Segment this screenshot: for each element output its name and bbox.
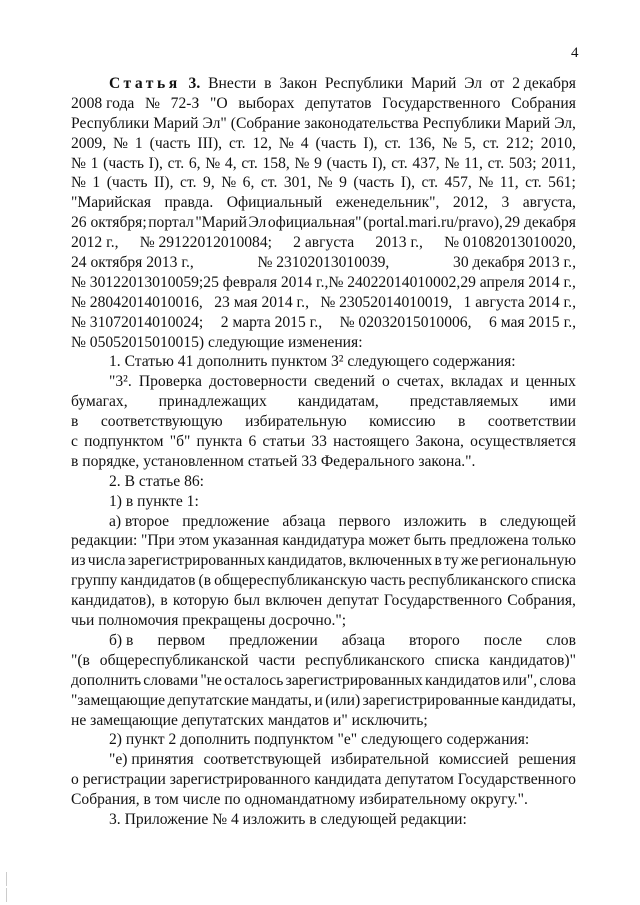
text-word: избирательную bbox=[245, 413, 347, 431]
text-word: (часть bbox=[106, 174, 148, 192]
text-word: "(в bbox=[71, 651, 90, 669]
text-line bbox=[71, 114, 576, 134]
text-line bbox=[71, 472, 576, 492]
text-word: ст. bbox=[421, 174, 438, 192]
document-body bbox=[71, 74, 576, 830]
text-word: статьи bbox=[262, 433, 306, 451]
text-word: в bbox=[264, 75, 272, 92]
text-word: депутатом bbox=[385, 771, 454, 789]
text-word: № bbox=[478, 174, 494, 192]
text-word: второго bbox=[409, 631, 460, 649]
text-word: слова bbox=[539, 671, 576, 689]
text-word: осталось bbox=[224, 671, 284, 689]
text-word: 1 августа 2014 г., bbox=[463, 293, 576, 311]
text-word: Марий bbox=[504, 114, 551, 132]
text-word: осуществляется bbox=[470, 433, 576, 451]
text-word: II), bbox=[154, 174, 174, 192]
text-word: 26 октября; bbox=[71, 214, 147, 232]
text-word: депутатов bbox=[305, 94, 372, 112]
text-word: "О bbox=[210, 94, 228, 112]
text-word: (portal.mari.ru/pravo), bbox=[363, 214, 503, 232]
text-word: 2009, bbox=[71, 134, 107, 152]
text-word: Эл, bbox=[554, 114, 576, 132]
text-word: 503; bbox=[508, 154, 537, 172]
text-word: кандидатов)" bbox=[489, 651, 576, 669]
text-word: слов bbox=[546, 631, 576, 649]
text-line bbox=[71, 591, 576, 611]
text-word: 212; bbox=[506, 134, 534, 152]
text-word: Эл bbox=[248, 214, 267, 232]
text-word: может bbox=[368, 532, 411, 550]
text-word: 136, bbox=[407, 134, 436, 152]
text-word: I), bbox=[148, 154, 163, 172]
text-word: указанная bbox=[212, 532, 279, 550]
text-line bbox=[71, 173, 576, 193]
text-word: кандидатам, bbox=[297, 393, 379, 411]
text-word: (часть bbox=[103, 154, 144, 172]
text-word: ту bbox=[444, 552, 459, 570]
text-word: (часть bbox=[326, 154, 368, 172]
text-line bbox=[71, 432, 576, 452]
text-word: быть bbox=[413, 532, 447, 550]
text-line bbox=[71, 273, 576, 293]
text-word: комиссию bbox=[369, 413, 436, 431]
text-word: вкладах bbox=[450, 373, 504, 391]
text-word: в bbox=[479, 512, 487, 530]
text-word: ст. bbox=[391, 154, 408, 172]
text-word: выборах bbox=[238, 94, 295, 112]
text-word: принадлежащих bbox=[158, 393, 267, 411]
text-line bbox=[71, 611, 576, 631]
text-word: (Собрание bbox=[230, 114, 301, 132]
text-line bbox=[71, 94, 576, 114]
text-line bbox=[71, 631, 576, 651]
text-word: Республики bbox=[422, 114, 501, 132]
text-word: 2008 года bbox=[71, 94, 135, 112]
text-word: региональную bbox=[480, 552, 576, 570]
text-word: № bbox=[444, 154, 460, 172]
text-word: "Марийская bbox=[71, 194, 151, 212]
text-word: Государственного bbox=[383, 592, 503, 610]
text-word: и bbox=[510, 373, 519, 391]
text-word: I), bbox=[363, 134, 378, 152]
text-word: изложить bbox=[403, 512, 467, 530]
text-word: абзаца bbox=[341, 631, 385, 649]
text-word: Закон bbox=[279, 75, 318, 92]
text-word: же bbox=[460, 552, 479, 570]
text-word: предложении bbox=[229, 631, 318, 649]
text-word: августа, bbox=[522, 194, 576, 212]
text-word: № bbox=[113, 134, 128, 152]
text-word: (часть bbox=[315, 134, 357, 152]
text-word: 25 февраля 2014 г., bbox=[203, 273, 329, 291]
text-word: словами bbox=[143, 671, 199, 689]
text-word: списка bbox=[531, 572, 576, 590]
text-word: после bbox=[483, 631, 523, 649]
text-word: Закона, bbox=[415, 433, 464, 451]
text-word: соответствующую bbox=[100, 413, 223, 431]
text-word: Государственного bbox=[382, 94, 501, 112]
text-word: 9 bbox=[339, 174, 347, 192]
text-word: предложена bbox=[449, 532, 529, 550]
text-word: 6 мая 2015 г., bbox=[489, 313, 576, 331]
text-word: не замещающие депутатских мандатов и" исключить; bbox=[71, 711, 428, 729]
text-word: регистрации bbox=[82, 771, 166, 789]
text-word: 1 bbox=[90, 154, 99, 172]
page-number: 4 bbox=[571, 45, 579, 61]
text-word: предложение bbox=[182, 512, 270, 530]
text-word: 9, bbox=[203, 174, 215, 192]
text-word: "Марий bbox=[195, 214, 247, 232]
text-word: соответствующей bbox=[203, 751, 322, 769]
text-word: "не bbox=[200, 671, 222, 689]
text-word: (часть bbox=[149, 134, 191, 152]
article-heading: Статья bbox=[109, 75, 181, 92]
text-word: с bbox=[71, 433, 78, 451]
text-word: в bbox=[71, 413, 79, 431]
text-word: кандидатов), bbox=[71, 592, 156, 610]
text-word: комиссией bbox=[438, 751, 509, 769]
text-word: № 02032015010006, bbox=[339, 313, 472, 331]
text-word: списка bbox=[434, 651, 480, 669]
text-word: Собрания, bbox=[507, 592, 576, 610]
text-line bbox=[71, 691, 576, 711]
text-line bbox=[71, 233, 576, 253]
text-line bbox=[71, 253, 576, 273]
text-line bbox=[71, 193, 576, 213]
text-word: № 24022014010002, bbox=[328, 273, 461, 291]
text-word: достоверности bbox=[208, 373, 308, 391]
text-word: 4, bbox=[224, 154, 237, 172]
text-word: группу bbox=[71, 572, 118, 590]
text-word: в порядке, установленном статьей 33 Федерального закона.". bbox=[71, 452, 476, 470]
text-word: № bbox=[294, 154, 310, 172]
text-word: республиканского bbox=[408, 572, 529, 590]
text-word: № 01082013010020, bbox=[444, 234, 576, 252]
text-line bbox=[71, 651, 576, 671]
text-word: № 05052015010015) следующие изменения: bbox=[71, 333, 363, 351]
text-word: Официальный bbox=[226, 194, 323, 212]
text-word: № 28042014010016, bbox=[71, 293, 203, 311]
text-word: 3. Приложение № 4 изложить в следующей редакции: bbox=[109, 810, 467, 828]
text-word: кандидаты, bbox=[501, 691, 576, 709]
text-word: был bbox=[233, 592, 261, 610]
text-word: 2 августа bbox=[293, 234, 355, 252]
text-word: редакции: bbox=[71, 532, 138, 550]
text-word: в bbox=[457, 413, 466, 431]
text-word: № 23052014010019, bbox=[320, 293, 453, 311]
text-line bbox=[71, 452, 576, 472]
text-word: 9 bbox=[314, 154, 322, 172]
text-word: № bbox=[145, 94, 160, 112]
text-word: № bbox=[317, 174, 333, 192]
text-word: ценных bbox=[525, 373, 576, 391]
text-word: "б" bbox=[169, 433, 191, 451]
text-word: кандидата bbox=[314, 771, 382, 789]
text-line bbox=[71, 154, 576, 174]
text-word: подпунктом bbox=[84, 433, 164, 451]
text-word: б) в bbox=[109, 631, 134, 649]
text-word: кандидатура bbox=[282, 532, 365, 550]
text-word: Внести bbox=[208, 75, 257, 92]
text-word: № bbox=[205, 154, 221, 172]
text-word: включенных bbox=[348, 552, 433, 570]
text-word: портал bbox=[148, 214, 194, 232]
text-word: 6, bbox=[242, 174, 255, 192]
text-word: счетах, bbox=[396, 373, 444, 391]
text-word: № bbox=[442, 134, 458, 152]
scan-edge-mark bbox=[6, 872, 7, 886]
text-line bbox=[71, 810, 576, 830]
text-word: 4 bbox=[300, 134, 309, 152]
text-word: ст. bbox=[487, 154, 505, 172]
text-word: № 31072014010024; bbox=[71, 313, 204, 331]
text-word: числа bbox=[87, 552, 126, 570]
text-line bbox=[71, 770, 576, 790]
text-word: Республики bbox=[324, 75, 404, 92]
text-word: только bbox=[532, 532, 576, 550]
text-word: из bbox=[71, 552, 86, 570]
text-line bbox=[71, 551, 576, 571]
text-word: 437, bbox=[412, 154, 440, 172]
text-word: еженедельник", bbox=[335, 194, 440, 212]
text-word: 24 октября 2013 г., bbox=[71, 254, 194, 272]
text-word: о bbox=[71, 771, 79, 789]
text-word: № bbox=[278, 134, 294, 152]
text-word: следующей bbox=[499, 512, 576, 530]
text-word: первом bbox=[157, 631, 206, 649]
text-word: зарегистрированные bbox=[362, 691, 499, 709]
text-word: № 30122013010059; bbox=[71, 273, 204, 291]
text-word: дополнить bbox=[71, 671, 142, 689]
text-word: 3 bbox=[501, 194, 510, 212]
text-line bbox=[71, 492, 576, 512]
text-line bbox=[71, 293, 576, 313]
text-word: в bbox=[434, 552, 442, 570]
text-word: № bbox=[71, 154, 86, 172]
text-word: 2013 г., bbox=[375, 234, 423, 252]
text-word: I), bbox=[400, 174, 416, 192]
text-word: ст. bbox=[180, 174, 197, 192]
text-word: 72-З bbox=[170, 94, 200, 112]
text-word: № bbox=[221, 174, 237, 192]
text-word: республиканского bbox=[305, 651, 425, 669]
text-word: 6, bbox=[188, 154, 201, 172]
text-line bbox=[71, 333, 576, 353]
text-word: о bbox=[381, 373, 390, 391]
text-word: "е) принятия bbox=[109, 751, 194, 769]
text-word: депутат bbox=[327, 592, 379, 610]
text-word: "3². bbox=[109, 373, 132, 391]
text-word: 12, bbox=[252, 134, 272, 152]
text-line bbox=[71, 74, 576, 94]
text-word: "замещающие bbox=[71, 691, 166, 709]
text-line bbox=[71, 352, 576, 372]
scan-edge-mark bbox=[6, 888, 7, 902]
text-word: решения bbox=[518, 751, 576, 769]
text-line bbox=[71, 671, 576, 691]
text-word: бумагах, bbox=[71, 393, 128, 411]
text-word: в bbox=[160, 592, 168, 610]
text-word: а) второе bbox=[109, 512, 170, 530]
text-word: Собрания, в том числе по одномандатному избирательному округу.". bbox=[71, 791, 528, 809]
text-word: Эл" bbox=[202, 114, 227, 132]
text-word: которую bbox=[172, 592, 229, 610]
text-line bbox=[71, 372, 576, 392]
text-word: кандидатов, bbox=[267, 552, 347, 570]
text-word: Марий bbox=[411, 75, 457, 92]
text-line bbox=[71, 531, 576, 551]
text-line bbox=[71, 213, 576, 233]
text-word: включен bbox=[265, 592, 323, 610]
text-line bbox=[71, 711, 576, 731]
text-word: 2010, bbox=[540, 134, 576, 152]
text-word: (или) bbox=[325, 691, 361, 709]
text-word: чьи полномочия прекращены досрочно."; bbox=[71, 612, 347, 630]
text-word: Проверка bbox=[138, 373, 202, 391]
text-word: первого bbox=[338, 512, 391, 530]
text-word: официальная" bbox=[267, 214, 362, 232]
text-word: ст. bbox=[241, 154, 258, 172]
text-word: зарегистрированных bbox=[127, 552, 266, 570]
text-word: 1 bbox=[92, 174, 101, 192]
text-word: 2012 г., bbox=[71, 234, 119, 252]
text-word: Марий bbox=[153, 114, 199, 132]
text-word: кандидатов bbox=[120, 572, 196, 590]
text-word: общереспубликанской bbox=[99, 651, 249, 669]
text-word: 29 декабря bbox=[504, 214, 576, 232]
text-word: избирательной bbox=[330, 751, 430, 769]
text-word: (часть bbox=[353, 174, 395, 192]
text-word: части bbox=[258, 651, 296, 669]
text-word: 2 марта 2015 г., bbox=[220, 313, 323, 331]
text-word: 1) в пункте 1: bbox=[109, 492, 199, 510]
text-word: пункта bbox=[196, 433, 243, 451]
text-word: ст. bbox=[525, 174, 542, 192]
text-word: 6 bbox=[248, 433, 257, 451]
text-word: ст. bbox=[260, 174, 278, 192]
text-line bbox=[71, 392, 576, 412]
text-word: Государственного bbox=[457, 771, 576, 789]
text-word: 2012, bbox=[452, 194, 488, 212]
text-word: общереспубликанскую bbox=[214, 572, 367, 590]
text-word: зарегистрированных bbox=[285, 671, 423, 689]
text-word: кандидатов bbox=[425, 671, 501, 689]
text-line bbox=[71, 571, 576, 591]
text-word: ст. bbox=[482, 134, 500, 152]
text-word: III), bbox=[197, 134, 223, 152]
text-word: (в bbox=[198, 572, 212, 590]
text-word: 158, bbox=[262, 154, 290, 172]
text-line bbox=[71, 134, 576, 154]
text-word: ст. bbox=[384, 134, 401, 152]
text-word: 2 декабря bbox=[512, 75, 576, 92]
text-word: 33 bbox=[311, 433, 327, 451]
text-word: 457, bbox=[444, 174, 472, 192]
text-word: 30 декабря 2013 г., bbox=[453, 254, 576, 272]
text-word: "При bbox=[140, 532, 175, 550]
text-word: представляемых bbox=[409, 393, 519, 411]
text-word: Эл bbox=[464, 75, 483, 92]
text-line bbox=[71, 730, 576, 750]
text-word: № 29122012010084; bbox=[139, 234, 272, 252]
text-word: соответствии bbox=[487, 413, 576, 431]
text-word: 561; bbox=[548, 174, 576, 192]
text-word: 23 мая 2014 г., bbox=[214, 293, 309, 311]
text-word: Республики bbox=[71, 114, 150, 132]
text-word: 2) пункт 2 дополнить подпунктом "е" следующего содержания: bbox=[109, 731, 530, 749]
text-word: от bbox=[489, 75, 505, 92]
text-word: законодательства bbox=[304, 114, 419, 132]
text-word: ст. bbox=[167, 154, 185, 172]
text-word: зарегистрированного bbox=[169, 771, 311, 789]
text-line bbox=[71, 512, 576, 532]
text-word: абзаца bbox=[282, 512, 326, 530]
text-word: 11, bbox=[499, 174, 519, 192]
text-line bbox=[71, 750, 576, 770]
text-word: мандаты, bbox=[251, 691, 312, 709]
text-word: 2. В статье 86: bbox=[109, 472, 205, 490]
text-word: 301, bbox=[283, 174, 312, 192]
text-word: 29 апреля 2014 г., bbox=[460, 273, 576, 291]
text-line bbox=[71, 313, 576, 333]
text-word: ст. bbox=[229, 134, 246, 152]
text-word: ими bbox=[549, 393, 576, 411]
text-word: № bbox=[71, 174, 86, 192]
text-word: 1. Статью 41 дополнить пунктом 3² следующего содержания: bbox=[109, 353, 516, 371]
text-word: 1 bbox=[134, 134, 143, 152]
text-word: 5, bbox=[464, 134, 476, 152]
text-line bbox=[71, 790, 576, 810]
text-word: сведений bbox=[314, 373, 375, 391]
text-word: этом bbox=[178, 532, 210, 550]
text-word: Собрания bbox=[511, 94, 576, 112]
article-heading: 3. bbox=[188, 75, 201, 92]
text-word: правда. bbox=[164, 194, 214, 212]
text-word: 11, bbox=[464, 154, 483, 172]
text-word: 2011, bbox=[541, 154, 576, 172]
text-word: настоящего bbox=[333, 433, 410, 451]
text-word: часть bbox=[369, 572, 406, 590]
text-word: I), bbox=[372, 154, 387, 172]
text-word: или", bbox=[502, 671, 538, 689]
text-word: и bbox=[314, 691, 323, 709]
text-line bbox=[71, 412, 576, 432]
text-word: № 23102013010039, bbox=[257, 254, 390, 272]
text-word: депутатские bbox=[167, 691, 249, 709]
